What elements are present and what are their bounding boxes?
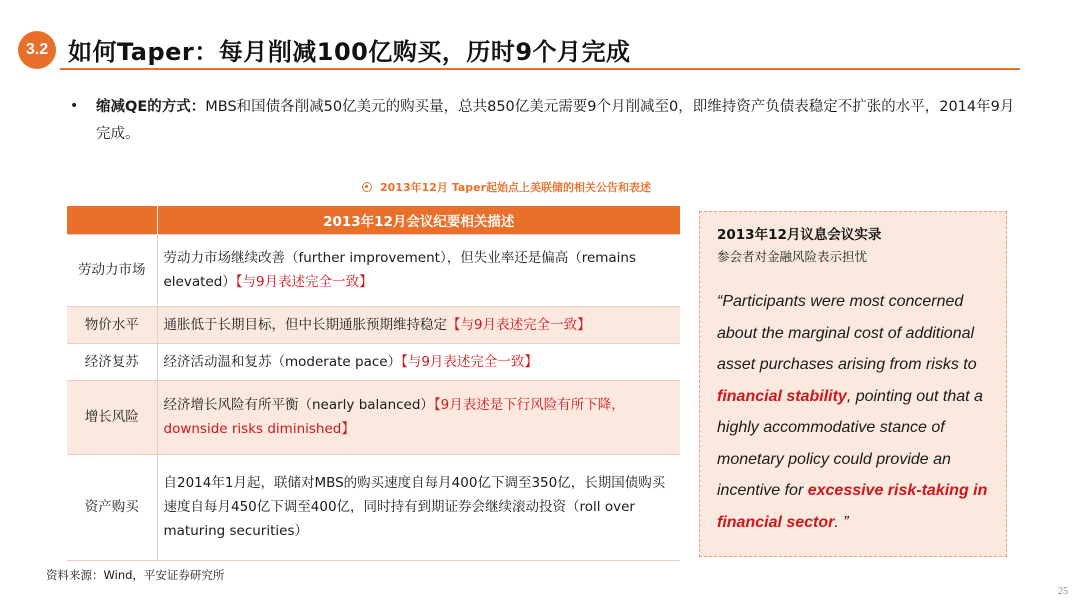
quote-box-title: 2013年12月议息会议实录 [717,227,882,243]
row-text: 通胀低于长期目标，但中长期通胀预期维持稳定【与9月表述完全一致】 [157,306,680,343]
table-row [67,380,680,454]
row-label: 物价水平 [67,306,157,343]
source-note: 资料来源：Wind，平安证券研究所 [46,568,225,582]
page-number: 25 [1058,586,1068,597]
row-text: 劳动力市场继续改善（further improvement），但失业率还是偏高（remains elevated）【与9月表述完全一致】 [157,234,680,306]
bullet-lead: 缩减QE的方式： [96,99,206,115]
row-highlight: 【与9月表述完全一致】 [401,353,538,370]
bullet-paragraph [96,94,1016,148]
row-label: 劳动力市场 [67,234,157,306]
row-text: 经济增长风险有所平衡（nearly balanced）【9月表述是下行风险有所下降，downside risks diminished】 [157,380,680,454]
table-header-row [67,206,680,234]
figure-caption [362,179,651,195]
table-row [67,343,680,380]
row-highlight: 【与9月表述完全一致】 [235,274,373,290]
table-header-blank [67,206,157,234]
title-divider [60,68,1020,70]
minutes-table [67,206,680,561]
table-row [67,306,680,343]
quote-box-subtitle: 参会者对金融风险表示担忧 [717,249,868,264]
target-icon [362,182,372,192]
row-label: 经济复苏 [67,343,157,380]
page-title: 如何Taper：每月削减100亿购买，历时9个月完成 [68,38,631,66]
row-text: 自2014年1月起，联储对MBS的购买速度自每月400亿下调至350亿，长期国债购买速度自每月450亿下调至400亿，同时持有到期证券会继续滚动投资（roll over maturing securities） [157,454,680,560]
table-header-title: 2013年12月会议纪要相关描述 [157,206,680,234]
bullet-marker: • [70,98,79,114]
row-text: 经济活动温和复苏（moderate pace）【与9月表述完全一致】 [157,343,680,380]
quote-highlight: financial stability [717,387,847,405]
section-number-badge: 3.2 [18,31,56,69]
row-highlight: 【与9月表述完全一致】 [447,316,591,333]
row-label: 增长风险 [67,380,157,454]
figure-caption-text: 2013年12月 Taper起始点上美联储的相关公告和表述 [380,181,652,194]
fomc-quote-box [699,211,1007,557]
table-row [67,454,680,560]
row-label: 资产购买 [67,454,157,560]
quote-text: “Participants were most concerned about the marginal cost of additional asset purchases arising from risks to financial stability, pointing out that a highly accommodative stance of monetary policy could provide an incentive for excessive risk-taking in financial sector. ” [717,293,988,531]
row-highlight: 【9月表述是下行风险有所下降，downside risks diminished】 [163,397,625,437]
bullet-text: MBS和国债各削减50亿美元的购买量，总共850亿美元需要9个月削减至0，即维持资产负债表稳定不扩张的水平，2014年9月完成。 [96,99,1015,142]
table-row [67,234,680,306]
quote-highlight: excessive risk-taking in financial sector [717,482,988,531]
